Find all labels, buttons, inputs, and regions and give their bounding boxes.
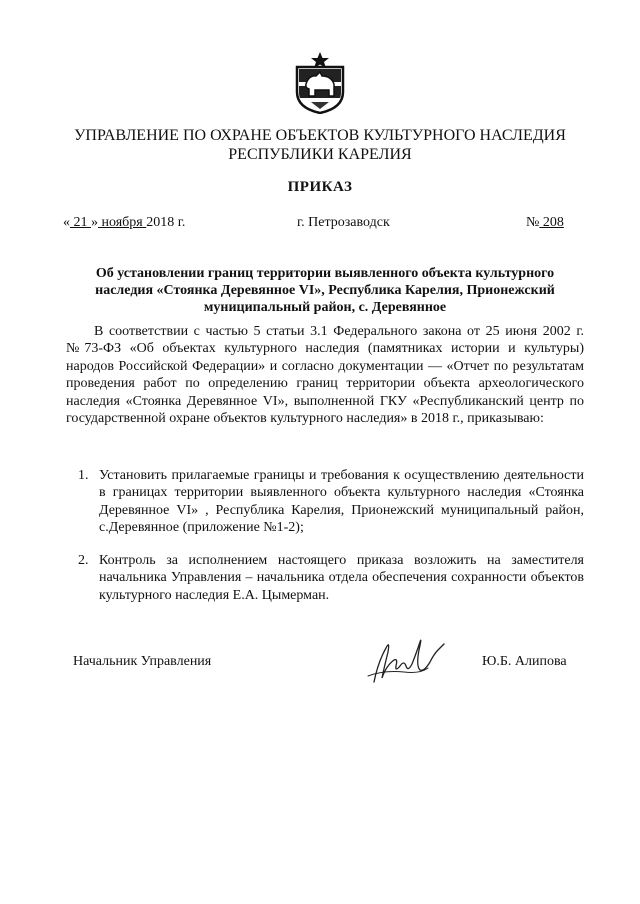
agency-line-2: РЕСПУБЛИКИ КАРЕЛИЯ [228, 146, 412, 163]
date-open-quote: « [63, 215, 70, 230]
list-item-text: Контроль за исполнением настоящего приказа возложить на заместителя начальника Управления – начальника отдела обеспечения сохранности объектов культурного наследия Е.А. Цымерман. [99, 553, 584, 603]
date-day: 21 [70, 215, 91, 230]
date-year: 2018 г. [146, 215, 186, 230]
order-title: ПРИКАЗ [287, 179, 353, 195]
karelia-coat-of-arms-icon [291, 52, 349, 114]
list-item-number: 2. [78, 553, 89, 568]
order-number [526, 215, 564, 231]
preamble-paragraph: В соответствии с частью 5 статьи 3.1 Федерального закона от 25 июня 2002 г. №73-ФЗ «Об объектах культурного наследия (памятниках истории и культуры) народов Российской Федерации» и согласно документации — «Отчет по результатам проведения работ по определению границ территории объекта археологического наследия «Стоянка Деревянное VI», выполненной ГКУ «Республиканский центр по государственной охране объектов культурного наследия» в 2018 г., приказываю: [66, 324, 584, 427]
signatory-name: Ю.Б. Алипова [482, 654, 567, 669]
agency-line-1: УПРАВЛЕНИЕ ПО ОХРАНЕ ОБЪЕКТОВ КУЛЬТУРНОГО НАСЛЕДИЯ [74, 127, 566, 144]
number-value: 208 [539, 215, 564, 230]
signatory-title: Начальник Управления [73, 654, 212, 669]
agency-name [40, 126, 600, 164]
order-heading: Об установлении границ территории выявленного объекта культурного наследия «Стоянка Деревянное VI», Республика Карелия, Прионежский муниципальный район, с. Деревянное [95, 266, 555, 315]
list-item-number: 1. [78, 468, 89, 483]
order-city: г. Петрозаводск [297, 215, 390, 230]
list-item [78, 467, 584, 537]
number-label: № [526, 215, 540, 230]
order-date [63, 215, 185, 231]
date-close-quote: » [91, 215, 98, 230]
list-item-text: Установить прилагаемые границы и требования к осуществлению деятельности в границах территории выявленного объекта культурного наследия «Стоянка Деревянное VI» , Республика Карелия, Прионежский муниципальный район, с.Деревянное (приложение №1-2); [99, 468, 584, 536]
date-month: ноября [98, 215, 147, 230]
list-item [78, 552, 584, 604]
handwritten-signature [364, 632, 462, 688]
